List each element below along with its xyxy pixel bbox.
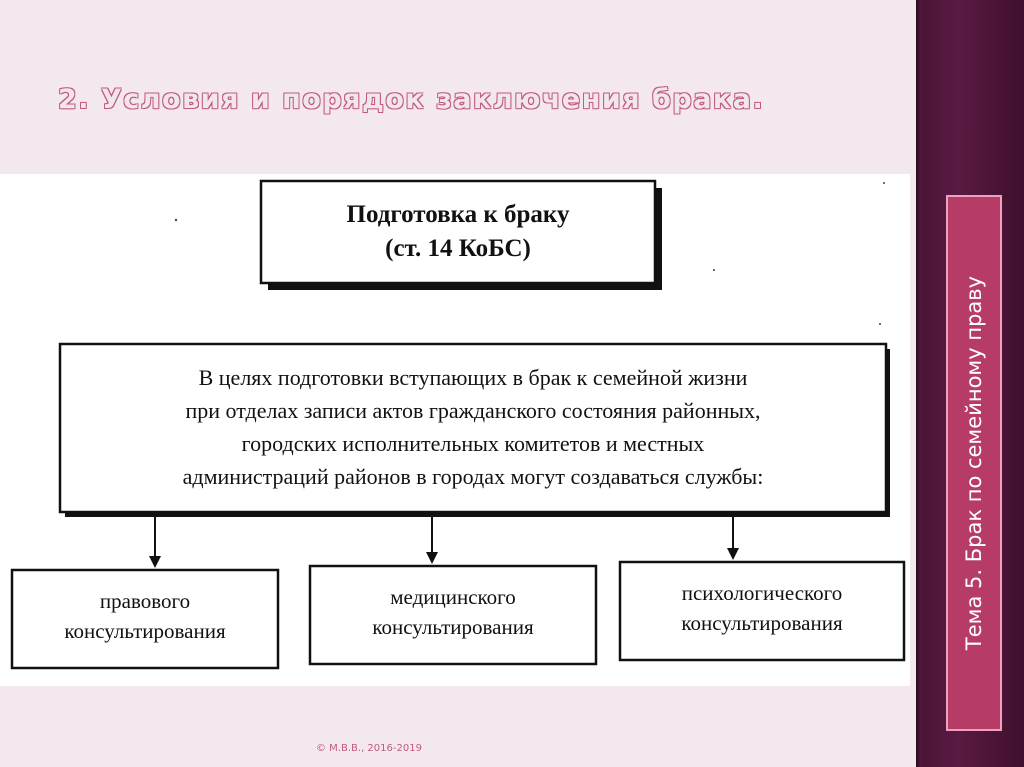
- service-medical-text: [310, 582, 596, 642]
- header-line-1: Подготовка к браку: [346, 201, 570, 228]
- topic-box: [946, 195, 1002, 731]
- arrow-left-head: [149, 556, 161, 568]
- arrow-middle-head: [426, 552, 438, 564]
- diagram: [0, 174, 910, 686]
- slide-title: 2. Условия и порядок заключения брака.: [58, 84, 765, 115]
- copyright-text: © М.В.В., 2016-2019: [316, 743, 422, 754]
- topic-label: Тема 5. Брак по семейному праву: [962, 275, 986, 651]
- service-psychological-line-1: психологического: [681, 581, 843, 605]
- service-medical-line-2: консультирования: [372, 615, 534, 639]
- header-line-2: (ст. 14 КоБС): [385, 235, 531, 262]
- header-text: [261, 198, 655, 266]
- arrow-right-head: [727, 548, 739, 560]
- service-legal-line-2: консультирования: [64, 619, 226, 643]
- scan-speck: [713, 269, 715, 271]
- service-psychological-line-2: консультирования: [681, 611, 843, 635]
- main-line-4: администраций районов в городах могут создаваться службы:: [182, 464, 764, 489]
- main-line-3: городских исполнительных комитетов и местных: [241, 431, 705, 456]
- main-text: [60, 361, 886, 493]
- service-psychological-text: [620, 578, 904, 638]
- service-medical-line-1: медицинского: [390, 585, 516, 609]
- main-line-2: при отделах записи актов гражданского состояния районных,: [185, 398, 761, 423]
- main-line-1: В целях подготовки вступающих в брак к семейной жизни: [198, 365, 748, 390]
- scan-speck: [883, 182, 885, 184]
- service-legal-text: [12, 586, 278, 646]
- scan-speck: [879, 323, 881, 325]
- service-legal-line-1: правового: [99, 589, 191, 613]
- scan-speck: [175, 219, 177, 221]
